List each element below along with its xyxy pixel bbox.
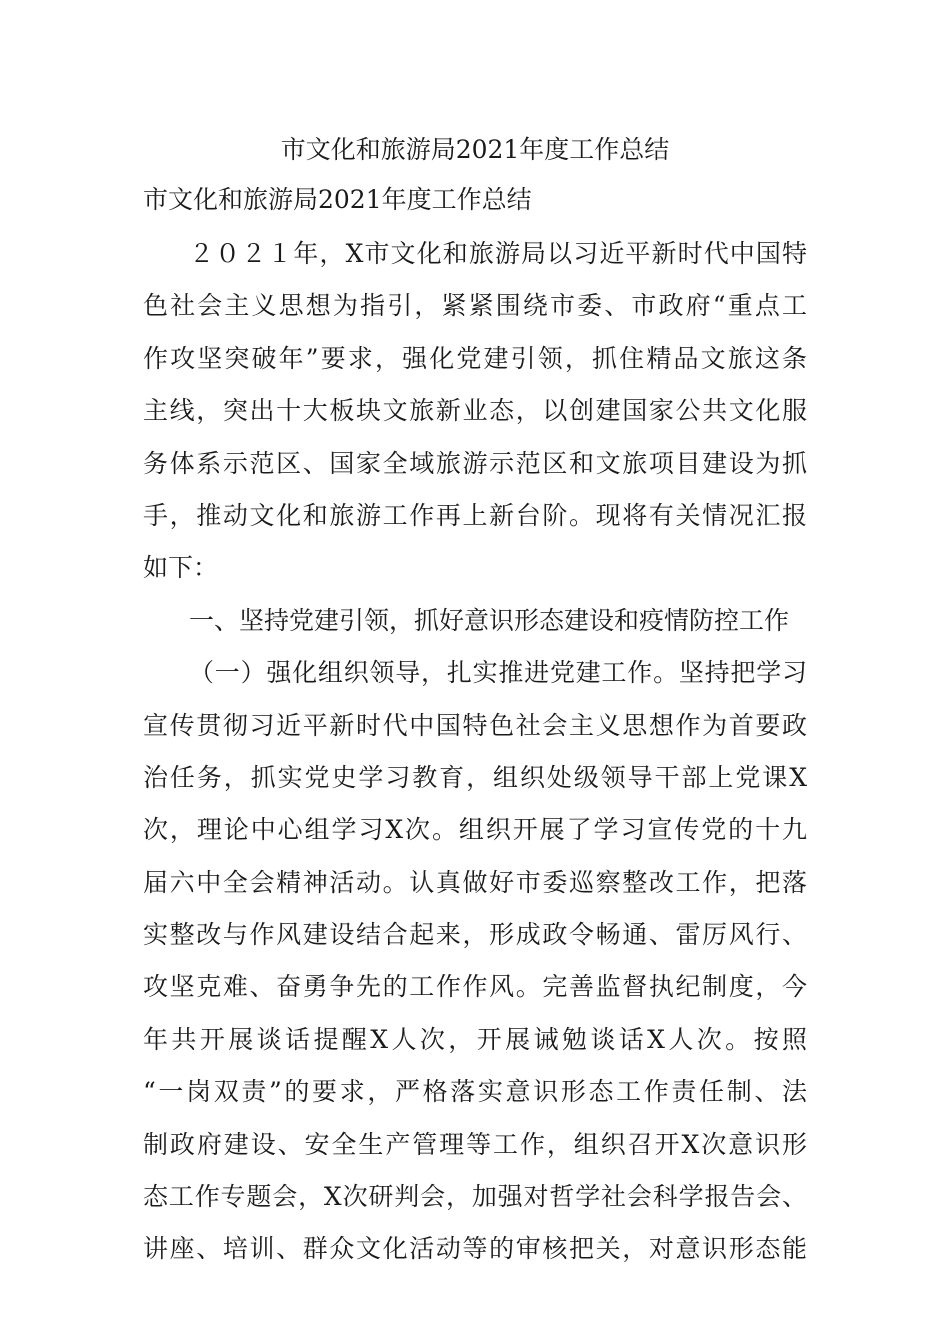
document-subtitle: 市文化和旅游局2021年度工作总结 <box>143 185 532 214</box>
paragraph-line: ２０２１年，X市文化和旅游局以习近平新时代中国特 <box>189 239 807 268</box>
paragraph-line: 攻坚克难、奋勇争先的工作作风。完善监督执纪制度，今 <box>143 972 807 1002</box>
paragraph-line: 宣传贯彻习近平新时代中国特色社会主义思想作为首要政 <box>143 710 807 740</box>
paragraph-line: 届六中全会精神活动。认真做好市委巡察整改工作，把落 <box>143 867 807 897</box>
paragraph-line: 态工作专题会，X次研判会，加强对哲学社会科学报告会、 <box>143 1182 807 1212</box>
paragraph-line: 务体系示范区、国家全域旅游示范区和文旅项目建设为抓 <box>143 448 807 478</box>
paragraph-line: （一）强化组织领导，扎实推进党建工作。坚持把学习 <box>189 658 807 688</box>
paragraph-line: 色社会主义思想为指引，紧紧围绕市委、市政府“重点工 <box>143 291 807 321</box>
paragraph-line: 治任务，抓实党史学习教育，组织处级领导干部上党课X <box>143 762 807 792</box>
paragraph-line: 主线，突出十大板块文旅新业态，以创建国家公共文化服 <box>143 396 807 426</box>
section-heading: 一、坚持党建引领，抓好意识形态建设和疫情防控工作 <box>189 605 790 635</box>
paragraph-line: “一岗双责”的要求，严格落实意识形态工作责任制、法 <box>143 1077 807 1107</box>
document-title: 市文化和旅游局2021年度工作总结 <box>280 135 670 164</box>
paragraph-line: 讲座、培训、群众文化活动等的审核把关，对意识形态能 <box>143 1234 807 1264</box>
paragraph-line: 作攻坚突破年”要求，强化党建引领，抓住精品文旅这条 <box>143 343 807 373</box>
paragraph-line: 如下： <box>143 553 219 583</box>
paragraph-line: 实整改与作风建设结合起来，形成政令畅通、雷厉风行、 <box>143 920 807 950</box>
paragraph-line: 制政府建设、安全生产管理等工作，组织召开X次意识形 <box>143 1129 807 1159</box>
document-body <box>143 228 807 1276</box>
paragraph-line: 手，推动文化和旅游工作再上新台阶。现将有关情况汇报 <box>143 500 807 530</box>
paragraph-line: 年共开展谈话提醒X人次，开展诫勉谈话X人次。按照 <box>143 1024 807 1054</box>
paragraph-line: 次，理论中心组学习X次。组织开展了学习宣传党的十九 <box>143 815 807 845</box>
